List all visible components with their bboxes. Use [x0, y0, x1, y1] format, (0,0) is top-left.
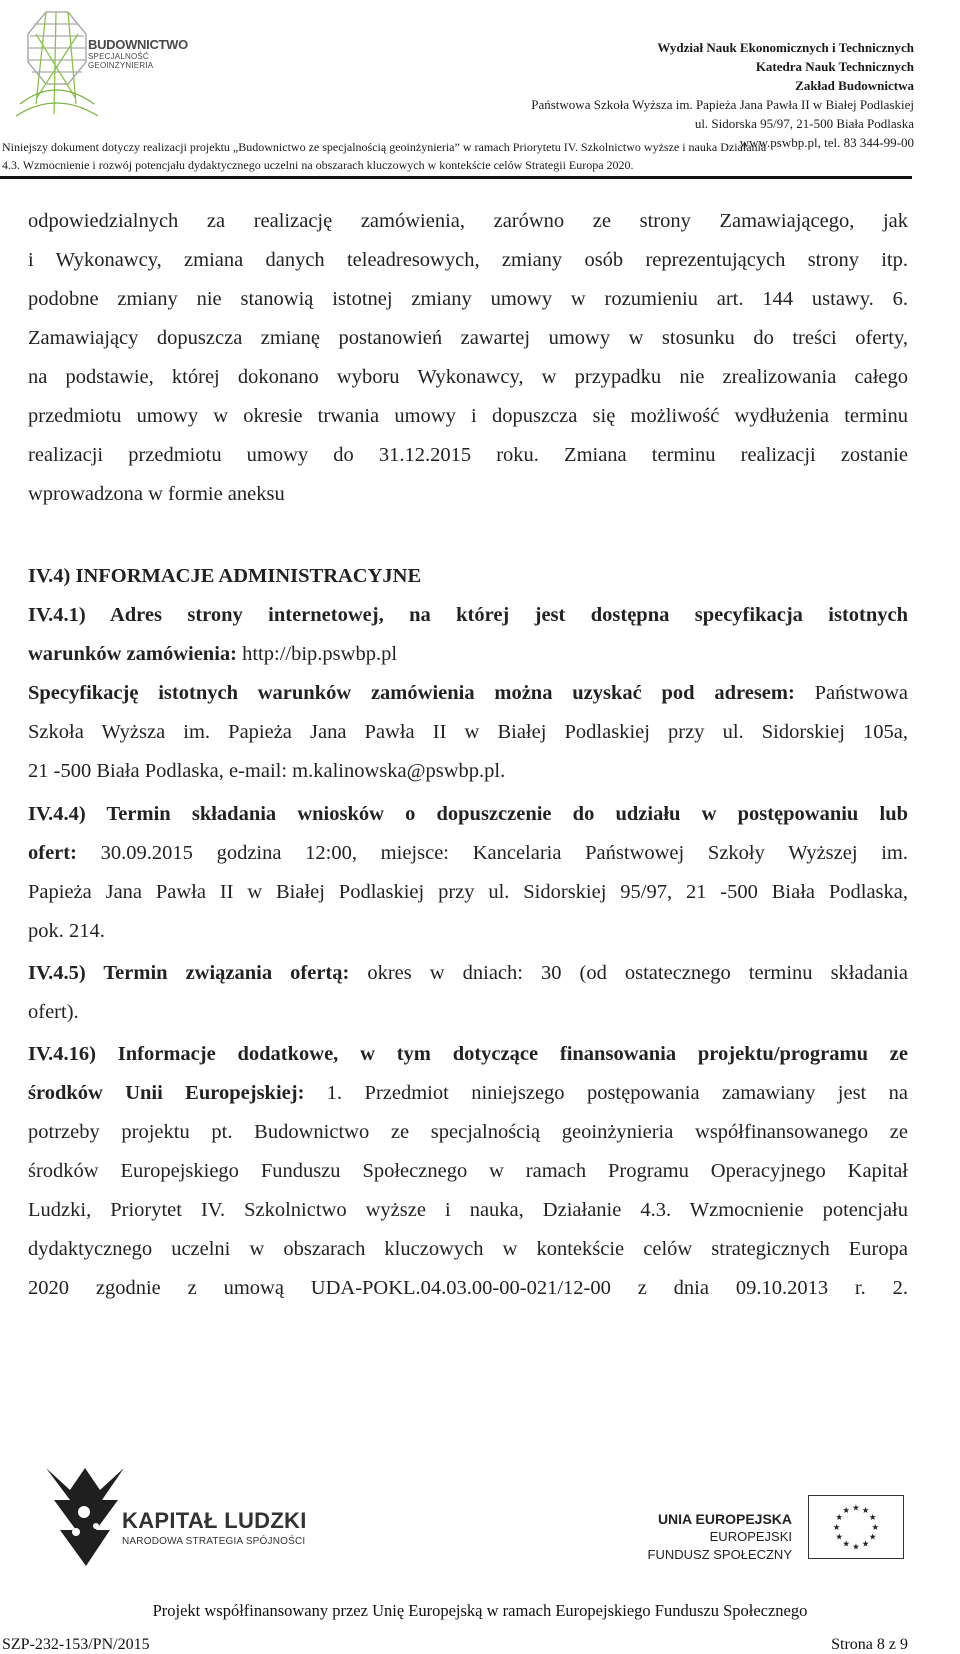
body-line: na podstawie, której dokonano wyboru Wykonawcy, w przypadku nie zrealizowania całego [28, 366, 908, 388]
eu-star-icon: ★ [842, 1505, 851, 1516]
bip-url-link[interactable]: http://bip.pswbp.pl [236, 643, 398, 665]
iv416-line-2 [28, 1082, 908, 1105]
eu-star-icon: ★ [861, 1538, 870, 1549]
document-id: SZP-232-153/PN/2015 [2, 1636, 150, 1653]
institution-info [531, 38, 914, 152]
iv416-heading-line-1: IV.4.16) Informacje dodatkowe, w tym dotyczące finansowania projektu/programu ze [28, 1043, 908, 1065]
iv44-text: 30.09.2015 godzina 12:00, miejsce: Kancelaria Państwowej Szkoły Wyższej im. [76, 842, 908, 864]
cofinancing-note: Projekt współfinansowany przez Unię Europejską w ramach Europejskiego Funduszu Społecznego [152, 1601, 808, 1620]
kl-title: KAPITAŁ LUDZKI [122, 1508, 307, 1533]
body-line: przedmiotu umowy w okresie trwania umowy i dopuszcza się możliwość wydłużenia terminu [28, 405, 908, 427]
logo-line-3: GEOINŻYNIERIA [88, 61, 154, 70]
university-name: Państwowa Szkoła Wyższa im. Papieża Jana Pawła II w Białej Podlaskiej [531, 97, 914, 112]
iv416-label: środków Unii Europejskiej: [28, 1082, 305, 1104]
eu-star-icon: ★ [835, 1512, 844, 1523]
iv44-line-4: pok. 214. [28, 920, 105, 942]
body-line: i Wykonawcy, zmiana danych teleadresowych, zmiany osób reprezentujących strony itp. [28, 249, 908, 271]
logo-wordmark [88, 38, 188, 70]
ue-line-1: UNIA EUROPEJSKA [657, 1511, 792, 1527]
siwz-text: Państwowa [794, 682, 908, 704]
project-note [2, 138, 912, 174]
iv44-line-3: Papieża Jana Pawła II w Białej Podlaskiej przy ul. Sidorskiej 95/97, 21 -500 Biała Podlaska, [28, 881, 908, 903]
siwz-line-1 [28, 682, 908, 705]
body-line: podobne zmiany nie stanowią istotnej zmiany umowy w rozumieniu art. 144 ustawy. 6. [28, 288, 908, 310]
section-heading-iv4: IV.4) INFORMACJE ADMINISTRACYJNE [28, 565, 422, 587]
eu-star-icon: ★ [861, 1505, 870, 1516]
ue-line-3: FUNDUSZ SPOŁECZNY [647, 1547, 792, 1562]
siwz-line-3: 21 -500 Biała Podlaska, e-mail: m.kalinowska@pswbp.pl. [28, 760, 506, 782]
university-address: ul. Sidorska 95/97, 21-500 Biała Podlaska [694, 116, 914, 131]
logo-line-2: SPECJALNOŚĆ [88, 52, 149, 61]
eu-star-icon: ★ [835, 1531, 844, 1542]
eu-flag-icon [808, 1495, 904, 1559]
header-divider [0, 176, 912, 179]
eu-star-icon: ★ [852, 1541, 860, 1552]
body-line: dydaktycznego uczelni w obszarach kluczowych w kontekście celów strategicznych Europa [28, 1238, 908, 1260]
iv41-heading-line-2 [28, 643, 908, 666]
siwz-label: Specyfikację istotnych warunków zamówienia można uzyskać pod adresem: [28, 682, 795, 704]
ue-wordmark [648, 1510, 792, 1564]
body-line: potrzeby projektu pt. Budownictwo ze specjalnością geoinżynieria współfinansowanego ze [28, 1121, 908, 1143]
iv45-text: okres w dniach: 30 (od ostatecznego terminu składania [349, 962, 908, 984]
project-note-line-2: 4.3. Wzmocnienie i rozwój potencjału dydaktycznego uczelni na obszarach kluczowych w kontekście celów Strategii Europa 2020. [2, 158, 634, 172]
body-line: 2020 zgodnie z umową UDA-POKL.04.03.00-00-021/12-00 z dnia 09.10.2013 r. 2. [28, 1277, 908, 1299]
iv44-heading-line-1: IV.4.4) Termin składania wniosków o dopuszczenie do udziału w postępowaniu lub [28, 803, 908, 825]
body-line: Ludzki, Priorytet IV. Szkolnictwo wyższe i nauka, Działanie 4.3. Wzmocnienie potencjału [28, 1199, 908, 1221]
body-line: odpowiedzialnych za realizację zamówienia, zarówno ze strony Zamawiającego, jak [28, 210, 908, 232]
kl-subtitle: NARODOWA STRATEGIA SPÓJNOŚCI [122, 1536, 306, 1547]
siwz-line-2: Szkoła Wyższa im. Papieża Jana Pawła II w Białej Podlaskiej przy ul. Sidorskiej 105a, [28, 721, 908, 743]
kapital-ludzki-wordmark [122, 1508, 307, 1547]
eu-star-icon: ★ [832, 1521, 841, 1532]
iv45-line-1 [28, 962, 908, 985]
eu-star-icon: ★ [842, 1538, 851, 1549]
page-header [0, 0, 960, 180]
eu-star-icon: ★ [868, 1512, 877, 1523]
unit-name: Zakład Budownictwa [795, 78, 914, 93]
eu-star-icon: ★ [871, 1521, 880, 1532]
eu-star-icon: ★ [852, 1502, 860, 1513]
body-line: realizacji przedmiotu umowy do 31.12.2015 roku. Zmiana terminu realizacji zostanie [28, 444, 908, 466]
project-note-line-1: Niniejszy dokument dotyczy realizacji projektu „Budownictwo ze specjalnością geoinżynieria” w ramach Priorytetu IV. Szkolnictwo wyższe i nauka Działania [2, 140, 767, 154]
body-line: Zamawiający dopuszcza zmianę postanowień zawartej umowy w stosunku do treści oferty, [28, 327, 908, 349]
iv44-label: ofert: [28, 842, 77, 864]
department-name: Katedra Nauk Technicznych [755, 59, 914, 74]
body-line: środków Europejskiego Funduszu Społecznego w ramach Programu Operacyjnego Kapitał [28, 1160, 908, 1182]
iv45-label: IV.4.5) Termin związania ofertą: [28, 962, 350, 984]
logo-line-1: BUDOWNICTWO [88, 37, 188, 52]
faculty-name: Wydział Nauk Ekonomicznych i Technicznych [657, 40, 914, 55]
page-number: Strona 8 z 9 [831, 1636, 908, 1653]
iv41-heading-line-1: IV.4.1) Adres strony internetowej, na której jest dostępna specyfikacja istotnych [28, 604, 908, 626]
iv45-line-2: ofert). [28, 1001, 79, 1023]
body-line: wprowadzona w formie aneksu [28, 483, 285, 505]
iv416-text: 1. Przedmiot niniejszego postępowania zamawiany jest na [304, 1082, 908, 1104]
university-contact: www.pswbp.pl, tel. 83 344-99-00 [739, 135, 914, 150]
iv44-line-2 [28, 842, 908, 865]
iv41-label: warunków zamówienia: [28, 643, 237, 665]
eu-star-icon: ★ [868, 1531, 877, 1542]
ue-line-2: EUROPEJSKI [709, 1529, 792, 1544]
